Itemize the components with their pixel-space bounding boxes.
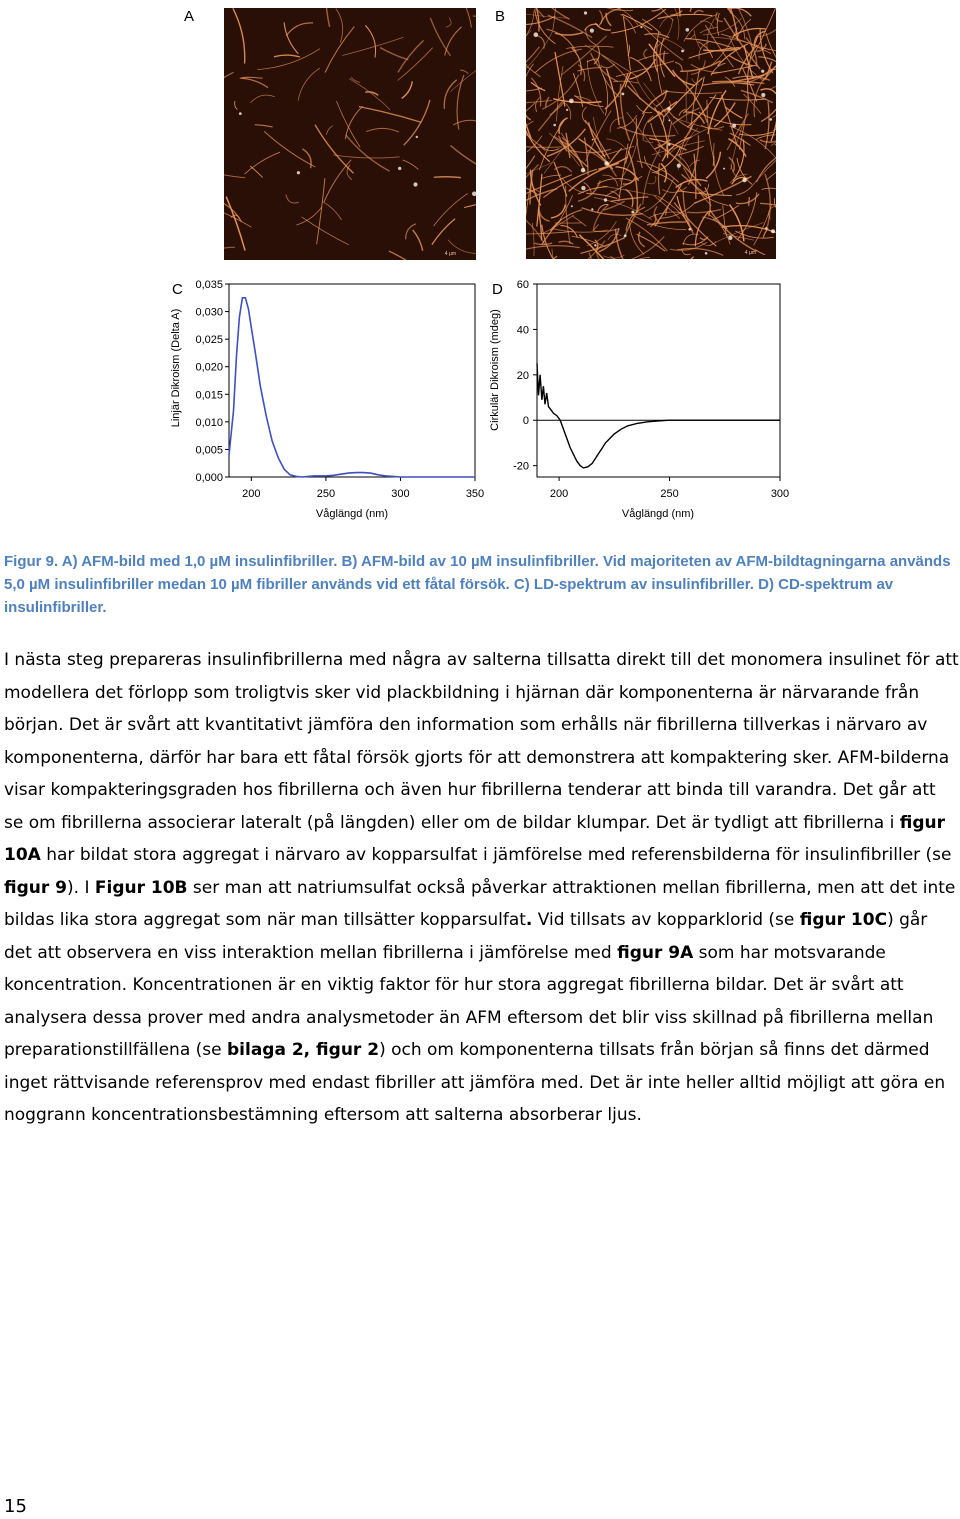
afm-fibril [677, 248, 723, 255]
ld-y-tick-label: 0,000 [195, 472, 223, 484]
afm-fibril [315, 125, 354, 174]
afm-fibril [552, 249, 565, 259]
afm-fibril [606, 139, 626, 150]
body-paragraph [4, 644, 960, 1132]
ld-y-tick-label: 0,005 [195, 444, 223, 457]
body-text-5: Vid tillsats av kopparklorid (se [532, 910, 800, 930]
afm-fibril [760, 203, 776, 214]
afm-fibril [526, 8, 569, 19]
ref-figur-10c: figur 10C [799, 910, 888, 930]
afm-fibril [325, 27, 354, 73]
afm-fibril [551, 205, 565, 218]
afm-fibril [610, 118, 622, 133]
ref-figur-10b: Figur 10B [94, 877, 188, 898]
afm-fibril [590, 8, 633, 11]
afm-aggregate [591, 208, 593, 210]
cd-y-tick-label: 60 [516, 279, 529, 291]
afm-fibril [557, 195, 573, 225]
afm-fibril [542, 219, 562, 245]
afm-fibril [526, 32, 553, 70]
afm-fibril [636, 77, 658, 108]
afm-aggregate [239, 112, 242, 115]
panel-label-d: D [492, 281, 503, 298]
afm-fibril [644, 156, 658, 173]
cd-x-tick-label: 250 [660, 488, 679, 500]
afm-fibril [599, 10, 603, 26]
afm-fibril [245, 152, 280, 174]
cd-x-tick-label: 200 [549, 488, 569, 500]
afm-fibril [642, 19, 661, 34]
ref-figur-10a: figur 10A [4, 812, 945, 865]
afm-fibril [274, 55, 300, 57]
afm-fibril [619, 144, 628, 202]
afm-fibril [553, 8, 556, 30]
afm-fibril [601, 64, 615, 68]
afm-fibril [336, 9, 343, 43]
afm-fibril [240, 78, 268, 88]
afm-fibril [526, 64, 534, 100]
afm-fibril [536, 97, 541, 112]
afm-aggregate [594, 244, 596, 246]
afm-fibril [755, 250, 765, 255]
afm-aggregate [705, 252, 708, 255]
cd-y-tick-label: 20 [516, 369, 529, 382]
afm-fibril [526, 11, 534, 47]
afm-fibril [713, 156, 714, 166]
afm-fibril [337, 101, 361, 147]
afm-fibril [560, 141, 588, 167]
afm-aggregate [590, 29, 594, 33]
afm-aggregate [681, 50, 684, 53]
afm-aggregate [732, 124, 736, 128]
afm-fibril [342, 37, 403, 55]
afm-fibril [473, 9, 476, 16]
afm-aggregate [631, 211, 634, 214]
afm-fibril [714, 143, 724, 196]
afm-aggregate [668, 119, 670, 121]
afm-fibril [657, 31, 662, 94]
page-number: 15 [4, 1496, 27, 1517]
afm-fibril [233, 8, 245, 63]
afm-aggregate [686, 28, 690, 32]
afm-fibril [627, 112, 661, 157]
body-text-1: I nästa steg prepareras insulinfibrillerna med några av salterna tillsatta direkt till det monomera insulinet för att modellera det förlopp som troligtvis sker vid plackbildning i hjärnan där komponenterna är närvarande från början. Det är svårt att kvantitativt jämföra den information som erhålls när fibrillerna tillverkas i närvaro av komponenterna, därför har bara ett fåtal försök gjorts för att demonstrera att kompaktering sker. AFM-bilderna visar kompakteringsgraden hos fibrillerna och även hur fibrillerna tenderar att binda till varandra. Det går att se om fibrillerna associerar lateralt (på längden) eller om de bildar klumpar. Det är tydligt att fibrillerna i [4, 650, 959, 833]
afm-fibril [224, 163, 245, 178]
afm-fibril [464, 189, 476, 208]
afm-fibril [639, 232, 645, 247]
afm-aggregate [765, 227, 767, 229]
panel-label-c: C [172, 281, 183, 298]
afm-fibril [559, 241, 574, 244]
afm-fibril [235, 101, 238, 110]
afm-fibril [444, 80, 456, 109]
afm-fibril [359, 107, 422, 123]
afm-fibril [601, 9, 621, 24]
afm-aggregate [569, 99, 574, 104]
afm-fibril [694, 11, 703, 15]
afm-aggregate [413, 182, 417, 186]
ld-x-axis-label: Våglängd (nm) [315, 508, 389, 520]
afm-fibril [687, 209, 721, 212]
afm-fibril [434, 194, 468, 227]
afm-fibril [286, 23, 313, 36]
afm-fibril [624, 17, 631, 71]
ld-y-tick-label: 0,025 [195, 334, 223, 347]
afm-fibril [346, 135, 390, 172]
afm-fibril [365, 25, 375, 57]
afm-fibril [224, 247, 235, 260]
afm-fibril [648, 101, 677, 122]
afm-fibril [298, 68, 320, 100]
afm-fibril [623, 236, 664, 259]
cd-y-tick-label: 40 [516, 324, 529, 337]
afm-fibril [606, 13, 611, 26]
afm-fibril [607, 69, 620, 126]
afm-fibril [403, 160, 419, 170]
afm-fibril [664, 51, 665, 64]
afm-fibril [622, 14, 652, 30]
afm-fibril [526, 16, 555, 25]
afm-fibril [775, 144, 776, 151]
afm-fibril [575, 96, 592, 101]
afm-fibril [573, 216, 587, 226]
afm-fibril [389, 251, 411, 260]
afm-fibril [446, 18, 451, 27]
panel-label-b: B [495, 8, 506, 25]
afm-fibril [380, 48, 408, 60]
afm-fibril [404, 100, 430, 145]
afm-aggregate [723, 168, 725, 170]
afm-fibril [586, 193, 617, 198]
ref-bilaga-2: bilaga 2, figur 2 [227, 1040, 380, 1060]
afm-fibril [620, 84, 629, 141]
ld-plot-frame [229, 284, 475, 477]
afm-fibril [432, 219, 455, 245]
body-text-6: ) går det att observera en viss interaktion mellan fibrillerna i jämförelse med [4, 910, 928, 963]
afm-fibril [630, 221, 645, 255]
afm-fibril [402, 81, 413, 98]
afm-fibril [587, 150, 617, 177]
ld-y-axis-label: Linjär Dikroism (Delta A) [170, 308, 182, 428]
ld-y-tick-label: 0,010 [195, 416, 223, 429]
afm-fibril [264, 131, 315, 167]
cd-spectrum-chart [484, 272, 804, 528]
body-text-7: som har motsvarande koncentration. Koncentrationen är en viktig faktor för hur stora aggregat fibrillerna bildar. Det är svårt att analysera dessa prover med andra analysmetoder än AFM eftersom det blir viss skillnad på fibrillerna mellan preparationstillfällena (se [4, 942, 934, 1060]
afm-fibril [451, 146, 477, 171]
afm-aggregate [584, 11, 587, 14]
afm-aggregate [688, 228, 691, 231]
afm-fibril [251, 95, 275, 103]
afm-fibril [648, 176, 656, 184]
afm-fibril [351, 77, 360, 82]
afm-fibril [326, 8, 330, 27]
afm-aggregate [770, 118, 773, 121]
afm-aggregate [604, 198, 607, 201]
afm-fibril [526, 100, 552, 103]
afm-fibril [224, 199, 242, 222]
cd-x-tick-label: 300 [770, 488, 790, 500]
afm-fibril [611, 9, 666, 33]
afm-aggregate [640, 26, 642, 28]
afm-fibril [553, 99, 601, 103]
afm-aggregate [668, 143, 671, 146]
afm-fibril [691, 60, 706, 74]
afm-aggregate [761, 70, 764, 73]
afm-fibril [349, 79, 390, 110]
afm-fibril [752, 155, 776, 186]
afm-aggregate [728, 236, 732, 240]
afm-fibril [453, 120, 476, 125]
afm-aggregate [592, 139, 594, 141]
afm-fibril [644, 34, 669, 38]
afm-fibril [224, 72, 234, 103]
ld-x-tick-label: 350 [465, 488, 485, 500]
body-text-2: har bildat stora aggregat i närvaro av kopparsulfat i jämförelse med referensbilderna för insulinfibriller (se [40, 845, 952, 865]
afm-fibril [526, 114, 531, 120]
afm-fibril [366, 128, 399, 132]
afm-aggregate [771, 229, 775, 233]
afm-fibril [255, 125, 273, 127]
ld-y-tick-label: 0,015 [195, 389, 223, 402]
afm-aggregate [297, 171, 300, 174]
ld-x-tick-label: 250 [316, 488, 336, 500]
afm-fibril [542, 175, 561, 178]
afm-aggregate [624, 234, 627, 237]
ld-y-tick-label: 0,030 [195, 306, 223, 319]
afm-aggregate [742, 178, 746, 182]
panel-label-a: A [184, 8, 195, 25]
cd-plot-frame [537, 284, 780, 477]
afm-fibril [760, 139, 776, 142]
body-text-3: ). I [67, 877, 95, 898]
cd-y-axis-label: Cirkulär Dikroism (mdeg) [489, 309, 501, 431]
ld-x-tick-label: 200 [242, 488, 261, 500]
afm-aggregate [571, 205, 573, 207]
afm-aggregate [398, 167, 401, 170]
afm-aggregate [534, 32, 539, 37]
afm-fibril [566, 103, 571, 119]
afm-fibril [658, 14, 713, 18]
afm-fibril [526, 146, 562, 147]
afm-fibril [736, 186, 752, 195]
afm-fibril [323, 202, 342, 220]
afm-b-scale-text: 4 µm [744, 250, 756, 256]
afm-aggregate [604, 161, 609, 166]
afm-image-b [526, 8, 776, 259]
afm-fibril [710, 97, 767, 100]
ld-series-line [229, 298, 475, 477]
cd-y-tick-label: -20 [513, 460, 529, 473]
afm-fibril [749, 197, 750, 206]
afm-aggregate [668, 107, 671, 110]
afm-aggregate [566, 109, 568, 111]
afm-a-scale-text: 4 µm [444, 251, 456, 257]
afm-aggregate [553, 124, 556, 127]
afm-fibril [701, 8, 732, 14]
afm-aggregate [581, 186, 585, 190]
body-text-4: ser man att natriumsulfat också påverkar attraktionen mellan fibrillerna, men att det inte bildas lika stora aggregat som när man tillsätter kopparsulfat [4, 877, 956, 930]
afm-fibril [659, 257, 694, 259]
ref-figur-9a: figur 9A [617, 942, 694, 963]
afm-fibril [684, 168, 712, 206]
afm-fibril [257, 49, 320, 70]
afm-fibril [226, 197, 245, 251]
body-text-8: ) och om komponenterna tillsats från början så finns det därmed inget rättvisande referensprov med endast fibriller att jämföra med. Det är inte heller alltid möjligt att göra en noggrann koncentrationsbestämning eftersom att salterna absorberar ljus. [4, 1040, 946, 1125]
afm-fibril [434, 177, 461, 178]
afm-fibril [460, 70, 468, 74]
afm-fibril [691, 69, 700, 130]
afm-fibril [303, 149, 312, 168]
afm-fibril [302, 217, 349, 245]
ld-x-tick-label: 300 [391, 488, 410, 500]
afm-aggregate [677, 164, 681, 168]
afm-fibril [559, 118, 567, 134]
afm-aggregate [581, 168, 585, 172]
afm-fibril [345, 106, 362, 139]
afm-fibril [398, 40, 424, 72]
cd-y-tick-label: 0 [522, 415, 529, 428]
ref-figur-9: figur 9 [4, 877, 68, 898]
afm-fibril [430, 18, 450, 56]
afm-fibril [655, 36, 685, 51]
afm-aggregate [761, 93, 765, 97]
afm-fibril [710, 210, 757, 251]
afm-fibril [413, 230, 423, 251]
figure-caption: Figur 9. A) AFM-bild med 1,0 µM insulinfibriller. B) AFM-bild av 10 µM insulinfibriller. Vid majoriteten av AFM-bildtagningarna används 5,0 µM insulinfibriller medan 10 µM fibriller används vid ett fåtal försök. C) LD-spektrum av insulinfibriller. D) CD-spektrum av insulinfibriller. [4, 553, 951, 616]
afm-fibril [286, 195, 299, 203]
afm-aggregate [416, 136, 418, 138]
afm-aggregate [622, 93, 625, 96]
afm-fibril [701, 125, 724, 129]
afm-fibril [326, 126, 333, 135]
cd-x-axis-label: Våglängd (nm) [621, 508, 695, 520]
ld-y-tick-label: 0,020 [195, 361, 223, 374]
afm-fibril [537, 35, 545, 49]
afm-fibril [526, 87, 531, 139]
afm-image-a [224, 8, 476, 260]
ld-y-tick-label: 0,035 [195, 279, 223, 291]
afm-aggregate [472, 192, 476, 197]
cd-series-line [537, 364, 780, 468]
ld-spectrum-chart [160, 272, 495, 528]
bold-period: . [525, 910, 533, 930]
